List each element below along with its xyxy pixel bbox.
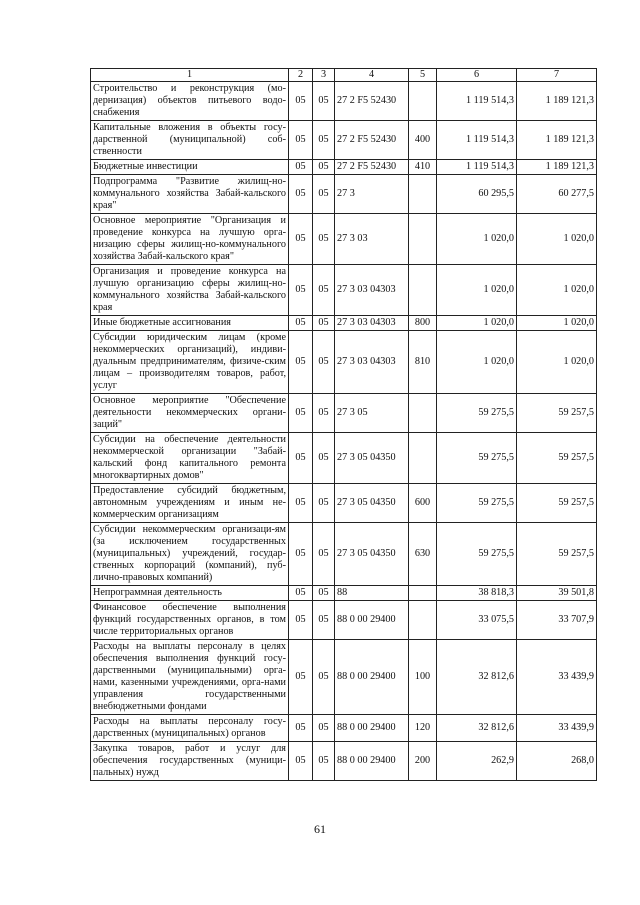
row-target-article-cell: 27 2 F5 52430 xyxy=(335,121,409,160)
page-number: 61 xyxy=(314,822,326,836)
row-section-cell: 05 xyxy=(289,433,313,484)
row-target-article-cell: 27 3 03 04303 xyxy=(335,265,409,316)
row-target-article-cell: 88 0 00 29400 xyxy=(335,601,409,640)
header-cell: 2 xyxy=(289,69,313,82)
row-amount-1-cell: 38 818,3 xyxy=(437,586,517,601)
row-amount-1-cell: 262,9 xyxy=(437,742,517,781)
row-amount-1-cell: 33 075,5 xyxy=(437,601,517,640)
row-section-cell: 05 xyxy=(289,394,313,433)
budget-table xyxy=(90,68,597,781)
row-amount-1-cell: 32 812,6 xyxy=(437,640,517,715)
row-expense-type-cell: 400 xyxy=(409,121,437,160)
row-name-cell: Закупка товаров, работ и услуг для обеспечения государственных (муници-пальных) нужд xyxy=(91,742,289,781)
row-target-article-cell: 27 2 F5 52430 xyxy=(335,160,409,175)
row-section-cell: 05 xyxy=(289,742,313,781)
row-name-cell: Организация и проведение конкурса на лучшую организацию сферы жилищ-но-коммунального хозяйства Забай-кальского края xyxy=(91,265,289,316)
row-name-cell: Подпрограмма "Развитие жилищ-но-коммунального хозяйства Забай-кальского края" xyxy=(91,175,289,214)
table-row xyxy=(91,523,597,586)
row-section-cell: 05 xyxy=(289,523,313,586)
row-target-article-cell: 27 2 F5 52430 xyxy=(335,82,409,121)
row-section-cell: 05 xyxy=(289,82,313,121)
row-target-article-cell: 88 0 00 29400 xyxy=(335,715,409,742)
row-target-article-cell: 27 3 05 xyxy=(335,394,409,433)
table-row xyxy=(91,394,597,433)
row-subsection-cell: 05 xyxy=(313,121,335,160)
header-cell: 6 xyxy=(437,69,517,82)
row-name-cell: Строительство и реконструкция (мо-дернизация) объектов питьевого водо-снабжения xyxy=(91,82,289,121)
row-target-article-cell: 27 3 03 04303 xyxy=(335,331,409,394)
row-expense-type-cell xyxy=(409,433,437,484)
row-subsection-cell: 05 xyxy=(313,601,335,640)
row-name-cell: Предоставление субсидий бюджетным, автономным учреждениям и иным не-коммерческим организациям xyxy=(91,484,289,523)
row-section-cell: 05 xyxy=(289,601,313,640)
row-amount-2-cell: 60 277,5 xyxy=(517,175,597,214)
row-expense-type-cell xyxy=(409,586,437,601)
row-name-cell: Финансовое обеспечение выполнения функций государственных органов, в том числе территориальных органов xyxy=(91,601,289,640)
table-row xyxy=(91,214,597,265)
table-row xyxy=(91,265,597,316)
row-subsection-cell: 05 xyxy=(313,484,335,523)
row-amount-1-cell: 60 295,5 xyxy=(437,175,517,214)
row-amount-2-cell: 59 257,5 xyxy=(517,394,597,433)
row-subsection-cell: 05 xyxy=(313,640,335,715)
table-row xyxy=(91,715,597,742)
header-cell: 5 xyxy=(409,69,437,82)
row-amount-1-cell: 1 020,0 xyxy=(437,316,517,331)
row-amount-1-cell: 1 119 514,3 xyxy=(437,82,517,121)
row-amount-1-cell: 32 812,6 xyxy=(437,715,517,742)
row-amount-1-cell: 59 275,5 xyxy=(437,433,517,484)
table-row xyxy=(91,316,597,331)
row-target-article-cell: 88 0 00 29400 xyxy=(335,742,409,781)
row-name-cell: Субсидии юридическим лицам (кроме некоммерческих организаций), индиви-дуальным предпринимателям, физиче-ским лицам – производителям товаров, работ, услуг xyxy=(91,331,289,394)
table-row xyxy=(91,640,597,715)
row-expense-type-cell: 120 xyxy=(409,715,437,742)
row-subsection-cell: 05 xyxy=(313,265,335,316)
row-expense-type-cell xyxy=(409,265,437,316)
table-row xyxy=(91,82,597,121)
row-amount-2-cell: 33 439,9 xyxy=(517,715,597,742)
row-amount-1-cell: 1 020,0 xyxy=(437,214,517,265)
row-target-article-cell: 27 3 03 04303 xyxy=(335,316,409,331)
row-subsection-cell: 05 xyxy=(313,523,335,586)
header-cell: 7 xyxy=(517,69,597,82)
row-name-cell: Непрограммная деятельность xyxy=(91,586,289,601)
row-name-cell: Капитальные вложения в объекты госу-дарственной (муниципальной) соб-ственности xyxy=(91,121,289,160)
row-name-cell: Расходы на выплаты персоналу госу-дарственных (муниципальных) органов xyxy=(91,715,289,742)
row-section-cell: 05 xyxy=(289,331,313,394)
row-expense-type-cell: 810 xyxy=(409,331,437,394)
row-section-cell: 05 xyxy=(289,265,313,316)
row-subsection-cell: 05 xyxy=(313,175,335,214)
row-section-cell: 05 xyxy=(289,316,313,331)
row-section-cell: 05 xyxy=(289,484,313,523)
row-subsection-cell: 05 xyxy=(313,715,335,742)
row-target-article-cell: 27 3 03 xyxy=(335,214,409,265)
row-subsection-cell: 05 xyxy=(313,214,335,265)
table-row xyxy=(91,586,597,601)
row-amount-2-cell: 1 189 121,3 xyxy=(517,160,597,175)
row-expense-type-cell xyxy=(409,214,437,265)
row-target-article-cell: 88 xyxy=(335,586,409,601)
row-amount-1-cell: 59 275,5 xyxy=(437,523,517,586)
row-expense-type-cell: 100 xyxy=(409,640,437,715)
row-section-cell: 05 xyxy=(289,715,313,742)
row-target-article-cell: 88 0 00 29400 xyxy=(335,640,409,715)
row-subsection-cell: 05 xyxy=(313,82,335,121)
row-amount-1-cell: 59 275,5 xyxy=(437,484,517,523)
row-target-article-cell: 27 3 05 04350 xyxy=(335,484,409,523)
row-amount-2-cell: 1 020,0 xyxy=(517,331,597,394)
row-amount-1-cell: 1 119 514,3 xyxy=(437,121,517,160)
row-subsection-cell: 05 xyxy=(313,316,335,331)
table-row xyxy=(91,160,597,175)
row-section-cell: 05 xyxy=(289,214,313,265)
row-amount-2-cell: 59 257,5 xyxy=(517,523,597,586)
row-expense-type-cell xyxy=(409,175,437,214)
row-amount-1-cell: 59 275,5 xyxy=(437,394,517,433)
row-section-cell: 05 xyxy=(289,640,313,715)
row-amount-2-cell: 268,0 xyxy=(517,742,597,781)
row-subsection-cell: 05 xyxy=(313,331,335,394)
row-amount-2-cell: 1 020,0 xyxy=(517,214,597,265)
row-amount-2-cell: 1 189 121,3 xyxy=(517,82,597,121)
row-target-article-cell: 27 3 05 04350 xyxy=(335,433,409,484)
row-name-cell: Субсидии некоммерческим организаци-ям (за исключением государственных (муниципальных) учреждений, государ-ственных корпораций (компаний), пуб-лично-правовых компаний) xyxy=(91,523,289,586)
row-expense-type-cell: 800 xyxy=(409,316,437,331)
row-expense-type-cell: 200 xyxy=(409,742,437,781)
row-expense-type-cell: 410 xyxy=(409,160,437,175)
row-name-cell: Бюджетные инвестиции xyxy=(91,160,289,175)
row-amount-2-cell: 1 020,0 xyxy=(517,316,597,331)
row-amount-2-cell: 33 439,9 xyxy=(517,640,597,715)
row-name-cell: Расходы на выплаты персоналу в целях обеспечения выполнения функций госу-дарственными (муниципальными) орга-нами, казенными учреждениями, орга-нами управления государственными внебюджетными фондами xyxy=(91,640,289,715)
row-section-cell: 05 xyxy=(289,160,313,175)
row-section-cell: 05 xyxy=(289,175,313,214)
row-amount-1-cell: 1 020,0 xyxy=(437,265,517,316)
table-row xyxy=(91,433,597,484)
row-expense-type-cell xyxy=(409,394,437,433)
row-subsection-cell: 05 xyxy=(313,394,335,433)
row-section-cell: 05 xyxy=(289,586,313,601)
row-amount-2-cell: 59 257,5 xyxy=(517,433,597,484)
row-amount-2-cell: 1 020,0 xyxy=(517,265,597,316)
row-name-cell: Основное мероприятие "Обеспечение деятельности некоммерческих органи-заций" xyxy=(91,394,289,433)
row-expense-type-cell: 630 xyxy=(409,523,437,586)
row-expense-type-cell: 600 xyxy=(409,484,437,523)
row-amount-2-cell: 59 257,5 xyxy=(517,484,597,523)
table-row xyxy=(91,331,597,394)
row-amount-1-cell: 1 119 514,3 xyxy=(437,160,517,175)
row-amount-1-cell: 1 020,0 xyxy=(437,331,517,394)
row-amount-2-cell: 1 189 121,3 xyxy=(517,121,597,160)
row-subsection-cell: 05 xyxy=(313,586,335,601)
header-cell: 1 xyxy=(91,69,289,82)
header-cell: 3 xyxy=(313,69,335,82)
row-name-cell: Субсидии на обеспечение деятельности некоммерческой организации "Забай-кальский фонд капитального ремонта многоквартирных домов" xyxy=(91,433,289,484)
table-row xyxy=(91,121,597,160)
row-target-article-cell: 27 3 05 04350 xyxy=(335,523,409,586)
row-subsection-cell: 05 xyxy=(313,433,335,484)
row-subsection-cell: 05 xyxy=(313,742,335,781)
row-section-cell: 05 xyxy=(289,121,313,160)
row-amount-2-cell: 39 501,8 xyxy=(517,586,597,601)
row-expense-type-cell xyxy=(409,82,437,121)
table-row xyxy=(91,742,597,781)
table-row xyxy=(91,175,597,214)
row-subsection-cell: 05 xyxy=(313,160,335,175)
row-target-article-cell: 27 3 xyxy=(335,175,409,214)
row-expense-type-cell xyxy=(409,601,437,640)
header-cell: 4 xyxy=(335,69,409,82)
table-row xyxy=(91,484,597,523)
row-amount-2-cell: 33 707,9 xyxy=(517,601,597,640)
table-header-row xyxy=(91,69,597,82)
table-row xyxy=(91,601,597,640)
row-name-cell: Основное мероприятие "Организация и проведение конкурса на лучшую орга-низацию сферы жилищ-но-коммунального хозяйства Забай-кальского края" xyxy=(91,214,289,265)
row-name-cell: Иные бюджетные ассигнования xyxy=(91,316,289,331)
